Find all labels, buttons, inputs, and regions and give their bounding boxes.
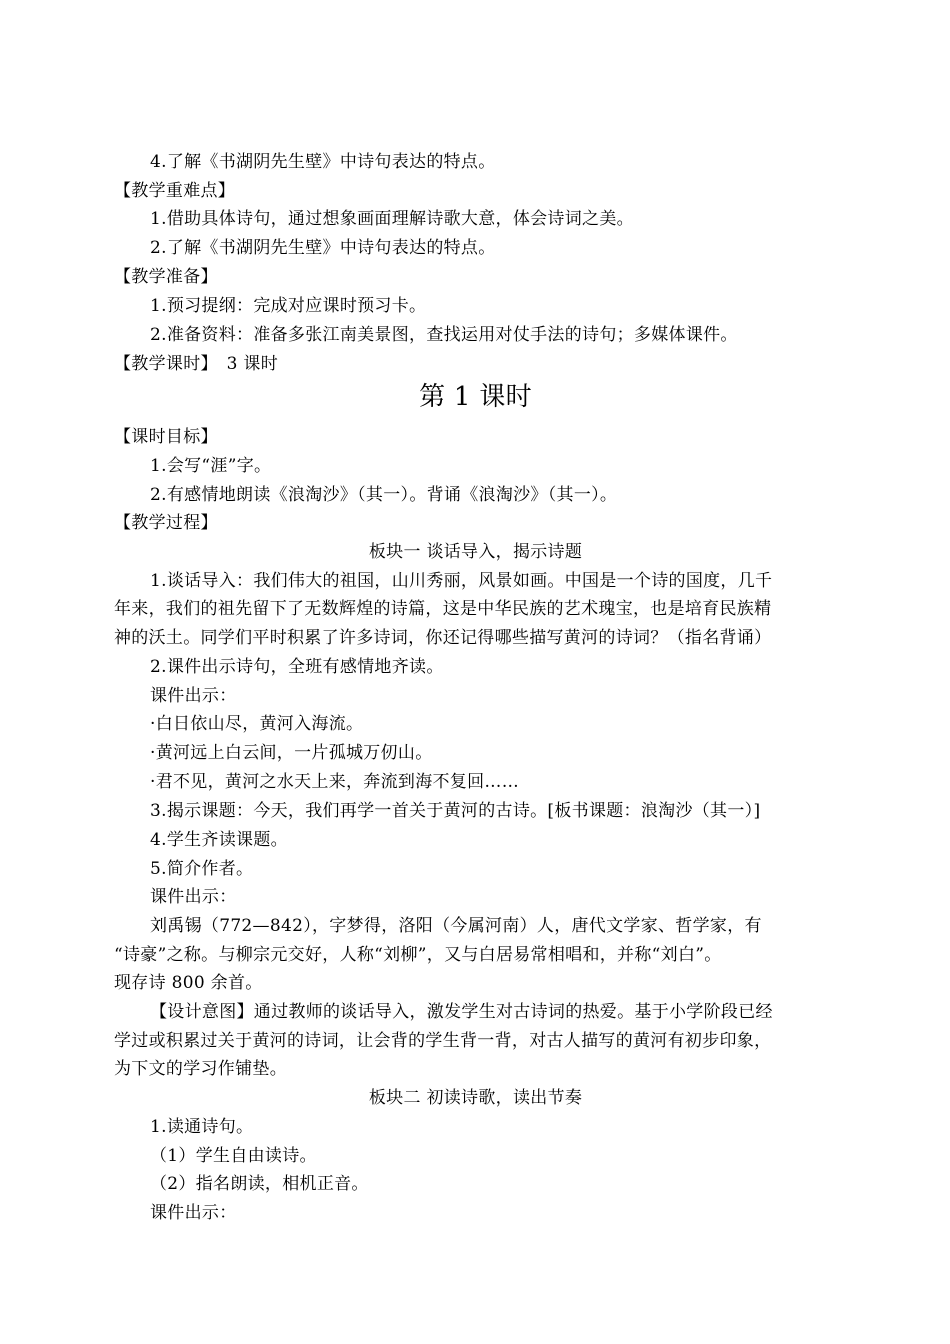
text-line: 4.学生齐读课题。 — [150, 830, 288, 850]
text-line: 1.会写“涯”字。 — [150, 456, 272, 476]
section-title: 第 1 课时 — [419, 382, 532, 412]
text-line: 【教学准备】 — [114, 267, 218, 287]
text-line: 3.揭示课题：今天，我们再学一首关于黄河的古诗。[板书课题：浪淘沙（其一）] — [150, 801, 761, 821]
text-line: 课件出示： — [150, 1203, 237, 1223]
text-line: 【教学课时】 3 课时 — [114, 354, 279, 374]
text-line: 2.课件出示诗句，全班有感情地齐读。 — [150, 657, 444, 677]
block-heading: 板块一 谈话导入，揭示诗题 — [368, 542, 583, 562]
text-line: 1.谈话导入：我们伟大的祖国，山川秀丽，风景如画。中国是一个诗的国度，几千 — [150, 571, 773, 591]
text-line: 年来，我们的祖先留下了无数辉煌的诗篇，这是中华民族的艺术瑰宝，也是培育民族精 — [114, 599, 772, 619]
text-line: 【课时目标】 — [114, 427, 218, 447]
text-line: 1.借助具体诗句，通过想象画面理解诗歌大意，体会诗词之美。 — [150, 209, 634, 229]
text-line: （1）学生自由读诗。 — [150, 1146, 317, 1166]
text-line: 现存诗 800 余首。 — [114, 973, 263, 993]
text-line: 刘禹锡（772—842），字梦得，洛阳（今属河南）人，唐代文学家、哲学家，有 — [150, 916, 762, 936]
text-line: ·白日依山尽，黄河入海流。 — [150, 714, 364, 734]
text-line: 2.有感情地朗读《浪淘沙》（其一）。背诵《浪淘沙》（其一）。 — [150, 485, 618, 505]
text-line: 2.了解《书湖阴先生壁》中诗句表达的特点。 — [150, 238, 496, 258]
block-heading: 板块二 初读诗歌，读出节奏 — [368, 1088, 583, 1108]
text-line: 【设计意图】通过教师的谈话导入，激发学生对古诗词的热爱。基于小学阶段已经 — [150, 1002, 773, 1022]
text-line: 为下文的学习作铺垫。 — [114, 1059, 287, 1079]
text-line: （2）指名朗读，相机正音。 — [150, 1174, 369, 1194]
text-line: 课件出示： — [150, 686, 237, 706]
text-line: 【教学过程】 — [114, 513, 218, 533]
text-line: ·黄河远上白云间，一片孤城万仞山。 — [150, 743, 433, 763]
text-line: ·君不见，黄河之水天上来，奔流到海不复回…… — [150, 772, 520, 792]
text-line: 【教学重难点】 — [114, 181, 236, 201]
text-line: 1.预习提纲：完成对应课时预习卡。 — [150, 296, 427, 316]
text-line: “诗豪”之称。与柳宗元交好，人称“刘柳”，又与白居易常相唱和，并称“刘白”。 — [114, 945, 722, 965]
text-line: 神的沃土。同学们平时积累了许多诗词，你还记得哪些描写黄河的诗词？（指名背诵） — [114, 628, 772, 648]
text-line: 课件出示： — [150, 887, 237, 907]
text-line: 2.准备资料：准备多张江南美景图，查找运用对仗手法的诗句；多媒体课件。 — [150, 325, 738, 345]
text-line: 4.了解《书湖阴先生壁》中诗句表达的特点。 — [150, 152, 496, 172]
text-line: 1.读通诗句。 — [150, 1117, 254, 1137]
text-line: 学过或积累过关于黄河的诗词，让会背的学生背一背，对古人描写的黄河有初步印象， — [114, 1031, 772, 1051]
text-line: 5.简介作者。 — [150, 859, 254, 879]
